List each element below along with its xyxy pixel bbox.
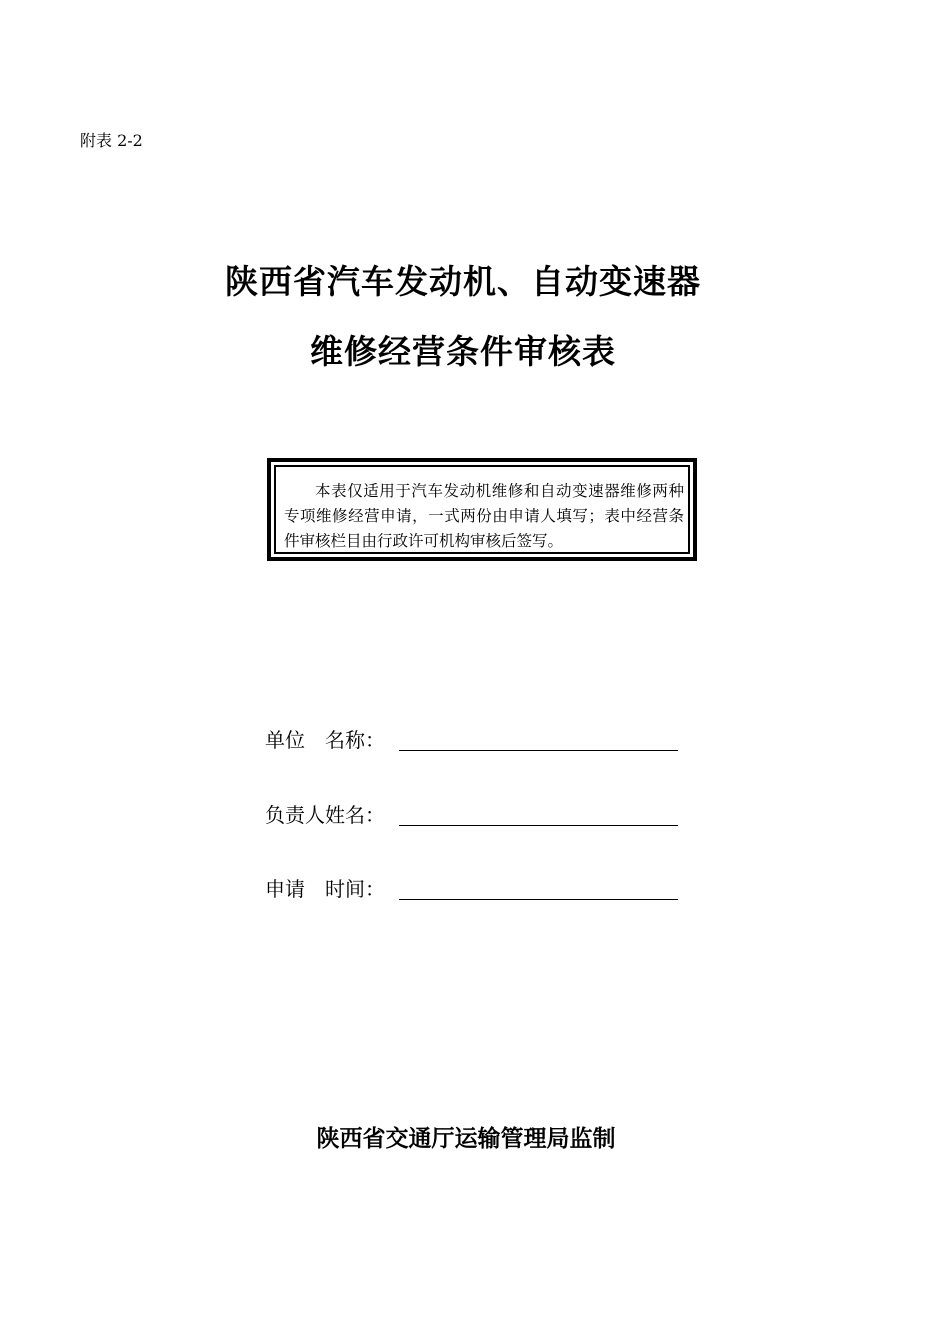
person-in-charge-field	[265, 799, 678, 828]
application-time-field	[265, 873, 678, 902]
document-title-line-1: 陕西省汽车发动机、自动变速器	[225, 262, 701, 301]
application-time-label: 申请 时间：	[265, 877, 385, 901]
notice-box	[267, 458, 697, 561]
attachment-label: 附表 2-2	[80, 131, 143, 150]
application-time-blank[interactable]	[399, 877, 678, 900]
notice-text: 本表仅适用于汽车发动机维修和自动变速器维修两种专项维修经营申请，一式两份由申请人填写；表中经营条件审核栏目由行政许可机构审核后签写。	[284, 482, 684, 550]
person-in-charge-blank[interactable]	[399, 803, 678, 826]
unit-name-blank[interactable]	[399, 728, 678, 751]
document-title-line-2: 维修经营条件审核表	[310, 332, 616, 371]
unit-name-label: 单位 名称：	[265, 728, 385, 752]
notice-inner-frame	[274, 465, 690, 554]
person-in-charge-label: 负责人姓名：	[265, 803, 385, 827]
unit-name-field	[265, 724, 678, 753]
issuer-footer: 陕西省交通厅运输管理局监制	[316, 1126, 616, 1152]
